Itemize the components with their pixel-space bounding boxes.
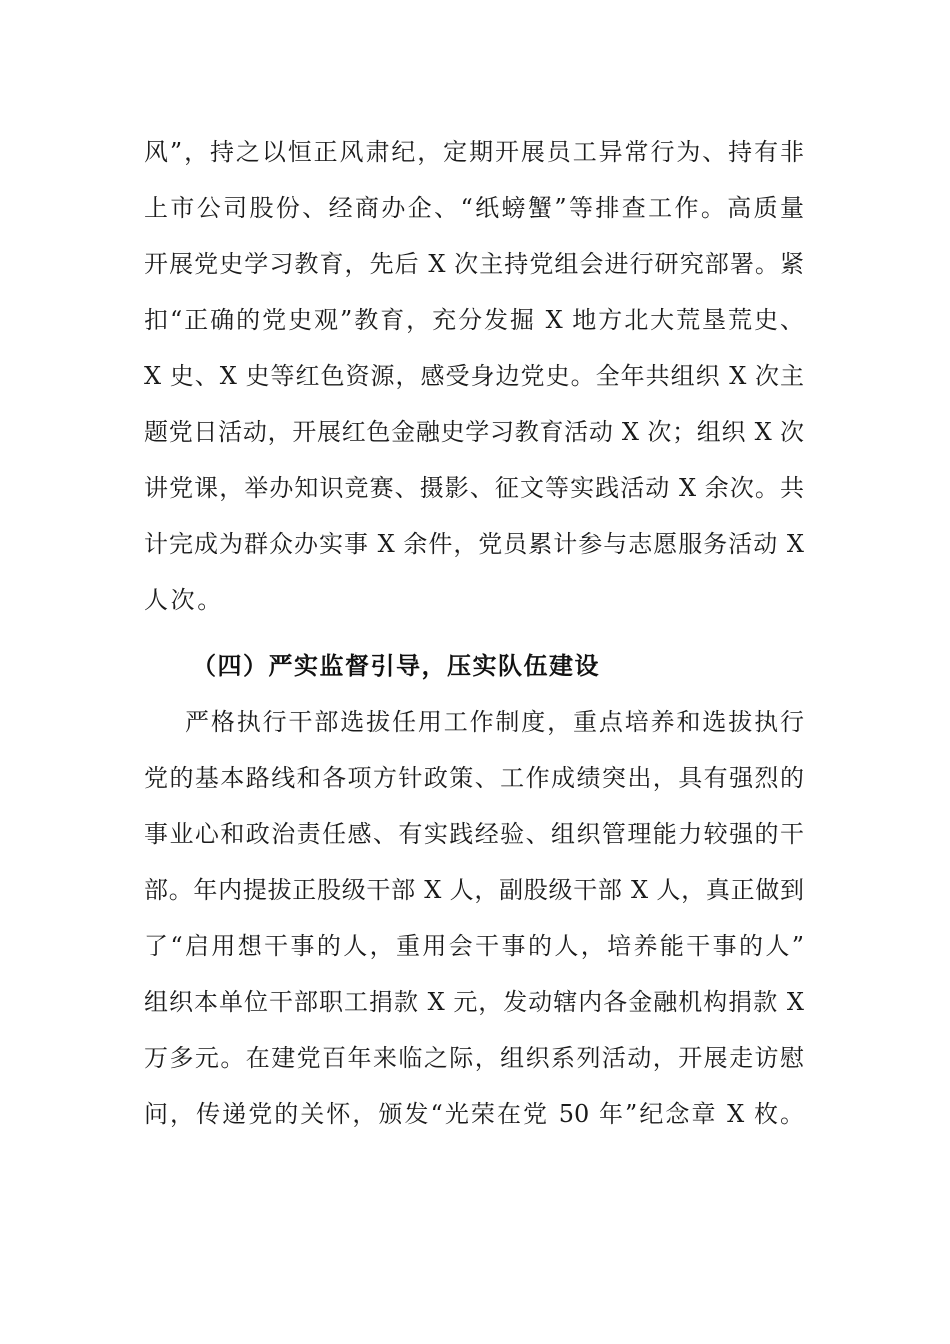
paragraph-2-line-6: 组织本单位干部职工捐款 X 元，发动辖内各金融机构捐款 X [144, 988, 804, 1016]
paragraph-1-line-4: 扣“正确的党史观”教育，充分发掘 X 地方北大荒垦荒史、 [144, 306, 804, 334]
paragraph-1-line-6: 题党日活动，开展红色金融史学习教育活动 X 次；组织 X 次 [144, 418, 804, 446]
paragraph-1-line-7: 讲党课，举办知识竞赛、摄影、征文等实践活动 X 余次。共 [144, 474, 804, 502]
paragraph-2-line-1: 严格执行干部选拔任用工作制度，重点培养和选拔执行 [185, 708, 804, 736]
paragraph-1-line-8: 计完成为群众办实事 X 余件，党员累计参与志愿服务活动 X [144, 530, 804, 558]
section-heading: （四）严实监督引导，压实队伍建设 [192, 652, 600, 680]
paragraph-2-line-7: 万多元。在建党百年来临之际，组织系列活动，开展走访慰 [144, 1044, 804, 1072]
paragraph-2-line-5: 了“启用想干事的人，重用会干事的人，培养能干事的人” [144, 932, 804, 960]
paragraph-2-line-4: 部。年内提拔正股级干部 X 人，副股级干部 X 人，真正做到 [144, 876, 804, 904]
paragraph-1-line-2: 上市公司股份、经商办企、“纸螃蟹”等排查工作。高质量 [144, 194, 804, 222]
paragraph-1-line-9: 人次。 [144, 586, 224, 614]
paragraph-2-line-8: 问，传递党的关怀，颁发“光荣在党 50 年”纪念章 X 枚。 [144, 1100, 804, 1128]
paragraph-1-line-1: 风”，持之以恒正风肃纪，定期开展员工异常行为、持有非 [144, 138, 804, 166]
paragraph-2-line-3: 事业心和政治责任感、有实践经验、组织管理能力较强的干 [144, 820, 804, 848]
paragraph-2-line-2: 党的基本路线和各项方针政策、工作成绩突出，具有强烈的 [144, 764, 804, 792]
paragraph-1-line-3: 开展党史学习教育，先后 X 次主持党组会进行研究部署。紧 [144, 250, 804, 278]
paragraph-1-line-5: X 史、X 史等红色资源，感受身边党史。全年共组织 X 次主 [144, 362, 804, 390]
